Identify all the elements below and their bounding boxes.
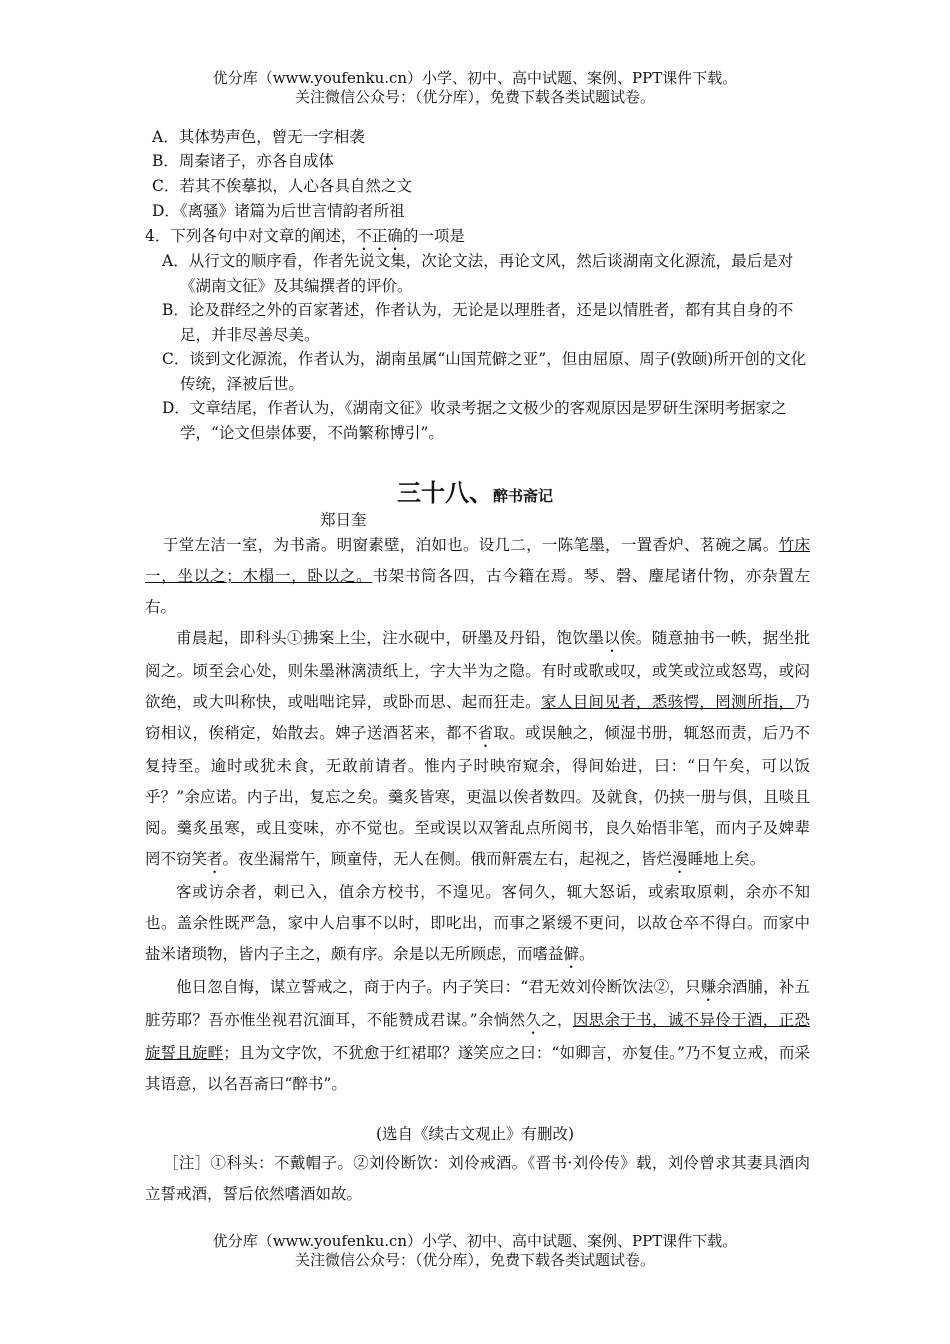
- p2-text-a: 甫晨起，即科头①拂案上尘，注水砚中，研墨及丹铅，饱饮墨: [176, 629, 605, 647]
- p4-text-b: 余酒脯，补五脏劳耶？吾亦惟坐视君沉湎耳，不能赞成君谋。”余惝然: [145, 978, 810, 1029]
- p2-emph-2: 省: [477, 724, 494, 742]
- p3-emph: 僻: [563, 945, 580, 963]
- q3-option-d: D．《离骚》诸篇为后世言情韵者所祖: [152, 202, 405, 220]
- header-line-2: 关注微信公众号：（优分库），免费下载各类试题试卷。: [294, 88, 655, 106]
- title-number: 三十八、: [396, 478, 493, 507]
- p4-text-c: 之，: [541, 1011, 573, 1029]
- q3-option-c: C．若其不俟摹拟，人心各具自然之文: [152, 177, 412, 195]
- footer-line-1: 优分库（www.youfenku.cn）小学、初中、高中试题、案例、PPT课件下载。: [212, 1232, 738, 1250]
- p2-text-g: 睡地上矣。: [687, 850, 766, 868]
- q3-option-a: A．其体势声色，曾无一字相袭: [152, 128, 365, 146]
- header-line-1: 优分库（www.youfenku.cn）小学、初中、高中试题、案例、PPT课件下载。: [212, 69, 738, 87]
- q4-option-c: C．谈到文化源流，作者认为，湖南虽属“山国荒僻之亚”，但由屈原、周子(敦颐)所开创的文化传统，泽被后世。: [162, 350, 807, 393]
- q4-stem-end: 的一项是: [402, 227, 465, 245]
- p2-underlined: 家人目间见者，悉骇愕，罔测所指，: [541, 693, 795, 711]
- p4-emph-1: 赚: [700, 978, 717, 996]
- p1-text-end: 书架书筒各四，古今籍在焉。琴、磬、麈尾诸什物，亦杂置左右。: [145, 567, 810, 616]
- page-footer: [0, 1232, 950, 1270]
- p4-text-a: 他日忽自悔，谋立誓戒之，商于内子。内子笑曰：“君无效刘伶断饮法②，只: [176, 978, 701, 996]
- footer-line-2: 关注微信公众号：（优分库），免费下载各类试题试卷。: [294, 1251, 655, 1269]
- article-source: (选自《续古文观止》有删改): [375, 1125, 575, 1143]
- p4-underlined: 因思余于书，诚不异伶于酒，正恐旋誓且旋畔: [145, 1011, 810, 1062]
- paragraph-1: [145, 530, 810, 623]
- q4-option-b: B．论及群经之外的百家著述，作者认为，无论是以理胜者，还是以情胜者，都有其自身的不足，并非尽善尽美。: [162, 301, 794, 344]
- p4-emph-2: 久: [525, 1011, 542, 1029]
- p4-text-d: ；且为文字饮，不犹愈于红裙耶？遂笑应之曰：“如卿言，亦复佳。”乃不复立戒，而采其语意，以名吾斋曰“醉书”。: [145, 1044, 810, 1093]
- q4-options: [162, 249, 817, 445]
- p2-text-d: 取。或误触之，倾湿书册，辄怒而责，后乃不复持至。逾时或犹未食，无敢前请者。惟内子时映帘窥余，得间始进，曰：“日午矣，可以饭乎？”余应诺。内子出，复忘之矣。羹炙皆寒，更温以俟者数四。及就食，仍挟一册与俱，且啖且阅。羹炙虽寒，或且变味，亦不觉也。至或误以双箸乱点所阅书，良久始悟非笔，而内子及婢辈罔不窃笑: [145, 724, 810, 868]
- p2-emph-3: 者: [207, 850, 223, 868]
- p2-emph-1: 以: [604, 629, 621, 647]
- p2-emph-4: 漫: [672, 850, 688, 868]
- article-author: 郑日奎: [320, 511, 367, 529]
- paragraph-4: [145, 972, 810, 1100]
- page-header: [0, 69, 950, 107]
- paragraph-3: [145, 877, 810, 972]
- q3-option-b: B．周秦诸子，亦各自成体: [152, 152, 334, 170]
- p3-end: 。: [579, 945, 595, 963]
- article-body: [145, 530, 810, 1100]
- q4-option-a: A．从行文的顺序看，作者先说文集，次论文法，再论文风，然后谈湖南文化源流，最后是对《湖南文征》及其编撰者的评价。: [162, 252, 794, 295]
- p3-text: 客或访余者，刺已入，值余方校书，不遑见。客伺久，辄大怒诟，或索取原刺，余亦不知也。盖余性既严急，家中人启事不以时，即叱出，而事之紧缓不更问，以故仓卒不得白。而家中盐米诸琐物，皆内子主之，颇有序。余是以无所顾虑，而嗜益: [145, 883, 810, 963]
- p1-underlined: 竹床一，坐以之；木榻一，卧以之。: [145, 536, 810, 585]
- q4-option-d: D．文章结尾，作者认为，《湖南文征》收录考据之文极少的客观原因是罗研生深明考据家之学，“论文但崇体要，不尚繁称博引”。: [162, 399, 787, 442]
- p2-text-c: 乃窃相议，俟稍定，始散去。婢子送酒茗来，都不: [145, 693, 810, 742]
- paragraph-2: [145, 623, 810, 877]
- p2-text-f: 。夜坐漏常午，顾童侍，无人在侧。俄而鼾震左右，起视之，皆烂: [222, 850, 673, 868]
- p2-text-b: 俟。随意抽书一帙，据坐批阅之。顷至会心处，则朱墨淋漓渍纸上，字大半为之隐。有时或歌或叹，或笑或泣或怒骂，或闷欲绝，或大叫称快，或咄咄诧异，或卧而思、起而狂走。: [145, 629, 810, 711]
- p1-text: 于堂左洁一室，为书斋。明窗素壁，泊如也。设几二，一陈笔墨，一置香炉、茗碗之属。: [163, 536, 779, 554]
- article-title: [0, 473, 950, 508]
- q4-stem-emphasis: 不正确: [356, 227, 403, 245]
- title-name: 醉书斋记: [492, 487, 553, 505]
- q4-stem-text: 4．下列各句中对文章的阐述，: [145, 227, 357, 245]
- article-note: ［注］①科头：不戴帽子。②刘伶断饮：刘伶戒酒。《晋书·刘伶传》载，刘伶曾求其妻具酒肉立誓戒酒，誓后依然嗜酒如故。: [145, 1154, 810, 1203]
